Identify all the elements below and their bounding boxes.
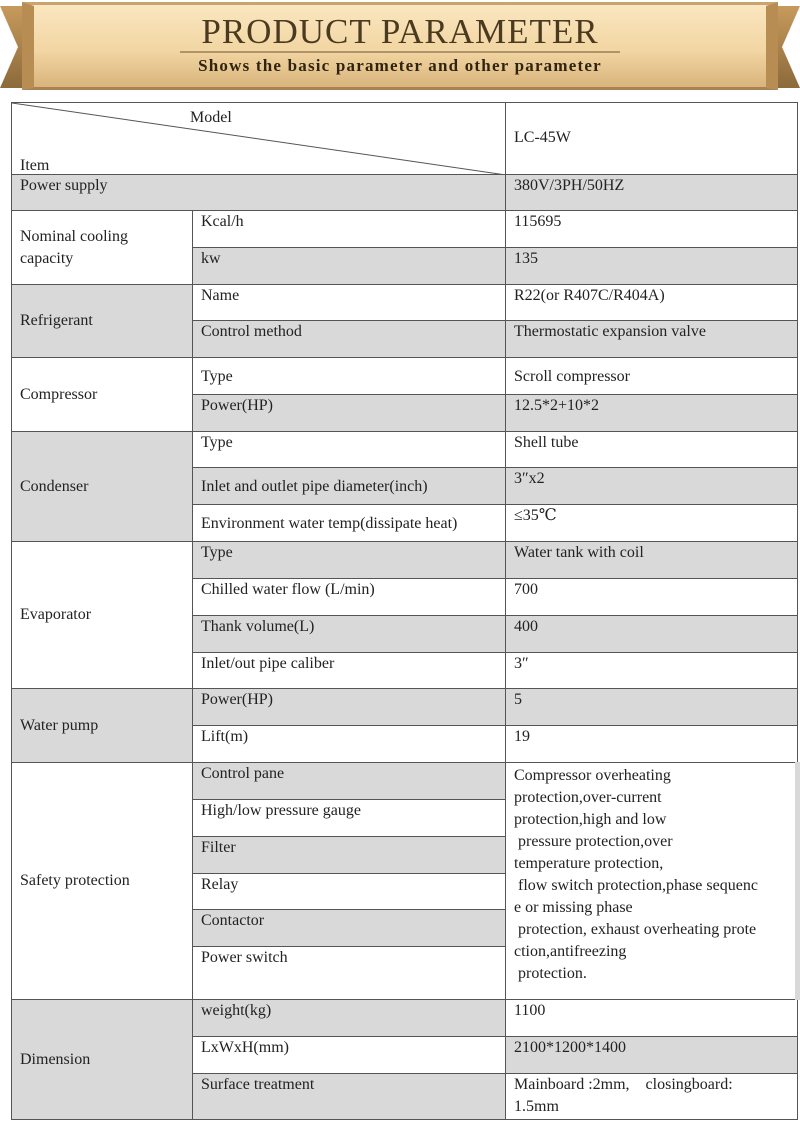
desc-line: protection,over-current xyxy=(514,789,662,806)
parameter-table xyxy=(11,102,800,1120)
table-row xyxy=(12,432,798,468)
row-name: Power(HP) xyxy=(193,395,506,432)
row-value: 2100*1200*1400 xyxy=(506,1037,798,1074)
row-name: Surface treatment xyxy=(193,1074,506,1120)
row-value: Thermostatic expansion valve xyxy=(506,321,798,358)
model-value: LC-45W xyxy=(506,103,798,175)
header-banner xyxy=(0,0,800,96)
table-row xyxy=(12,358,798,395)
desc-line: temperature protection, xyxy=(514,855,664,872)
diagonal-divider xyxy=(12,103,506,175)
condenser-label: Condenser xyxy=(12,432,193,542)
row-name: Inlet/out pipe caliber xyxy=(193,653,506,689)
row-name: Power(HP) xyxy=(193,689,506,726)
row-name: weight(kg) xyxy=(193,1000,506,1037)
table-row xyxy=(12,285,798,321)
table-row xyxy=(12,763,798,800)
desc-line: e or missing phase xyxy=(514,899,633,916)
row-name: Thank volume(L) xyxy=(193,616,506,653)
row-name: Type xyxy=(193,432,506,468)
cooling-label: Nominal cooling capacity xyxy=(12,211,193,285)
row-name: Lift(m) xyxy=(193,726,506,763)
row-name: Type xyxy=(193,358,506,395)
row-value: ≤35℃ xyxy=(506,505,798,542)
row-value: 1100 xyxy=(506,1000,798,1037)
row-value: 3″x2 xyxy=(506,468,798,505)
row-name: kw xyxy=(193,248,506,285)
row-value: 5 xyxy=(506,689,798,726)
row-value: 12.5*2+10*2 xyxy=(506,395,798,432)
banner-subtitle: Shows the basic parameter and other parameter xyxy=(198,56,602,75)
row-value: Water tank with coil xyxy=(506,542,798,579)
row-name: Kcal/h xyxy=(193,211,506,248)
table-row xyxy=(12,211,798,248)
row-name: Inlet and outlet pipe diameter(inch) xyxy=(193,468,506,505)
row-name: Chilled water flow (L/min) xyxy=(193,579,506,616)
row-value: R22(or R407C/R404A) xyxy=(506,285,798,321)
row-value: Shell tube xyxy=(506,432,798,468)
row-name: Environment water temp(dissipate heat) xyxy=(193,505,506,542)
desc-line: flow switch protection,phase sequenc xyxy=(514,877,758,894)
table-header-row xyxy=(12,103,798,175)
safety-item: Relay xyxy=(193,874,506,910)
row-name: Control method xyxy=(193,321,506,358)
desc-line: pressure protection,over xyxy=(514,833,673,850)
safety-item: High/low pressure gauge xyxy=(193,800,506,837)
desc-line: protection. xyxy=(514,965,587,982)
table-row xyxy=(12,542,798,579)
header-diagonal-cell xyxy=(12,103,506,175)
safety-item: Filter xyxy=(193,837,506,874)
safety-item: Power switch xyxy=(193,947,506,1000)
row-value: 3″ xyxy=(506,653,798,689)
desc-line: Compressor overheating xyxy=(514,767,671,784)
value-line: Mainboard :2mm, closingboard: xyxy=(514,1076,733,1093)
dimension-label: Dimension xyxy=(12,1000,193,1120)
row-name: LxWxH(mm) xyxy=(193,1037,506,1074)
banner-title: PRODUCT PARAMETER xyxy=(201,12,599,51)
row-value: 400 xyxy=(506,616,798,653)
water-pump-label: Water pump xyxy=(12,689,193,763)
power-supply-value: 380V/3PH/50HZ xyxy=(506,175,798,211)
evaporator-label: Evaporator xyxy=(12,542,193,689)
row-value: Scroll compressor xyxy=(506,358,798,395)
power-supply-label: Power supply xyxy=(12,175,506,211)
compressor-label: Compressor xyxy=(12,358,193,432)
row-name: Name xyxy=(193,285,506,321)
safety-item: Contactor xyxy=(193,910,506,947)
row-value: 19 xyxy=(506,726,798,763)
row-value: 700 xyxy=(506,579,798,616)
safety-label: Safety protection xyxy=(12,763,193,1000)
desc-line: ction,antifreezing xyxy=(514,943,627,960)
desc-line: protection,high and low xyxy=(514,811,667,828)
surface-treatment-value xyxy=(506,1074,798,1120)
row-value: 115695 xyxy=(506,211,798,248)
safety-description xyxy=(506,763,798,1000)
item-label: Item xyxy=(20,157,50,174)
desc-line: protection, exhaust overheating prote xyxy=(514,921,757,938)
table-row xyxy=(12,175,798,211)
table-row xyxy=(12,1000,798,1037)
table-row xyxy=(12,689,798,726)
model-label: Model xyxy=(190,109,232,126)
safety-item: Control pane xyxy=(193,763,506,800)
row-name: Type xyxy=(193,542,506,579)
refrigerant-label: Refrigerant xyxy=(12,285,193,358)
value-line: 1.5mm xyxy=(514,1098,559,1115)
row-value: 135 xyxy=(506,248,798,285)
